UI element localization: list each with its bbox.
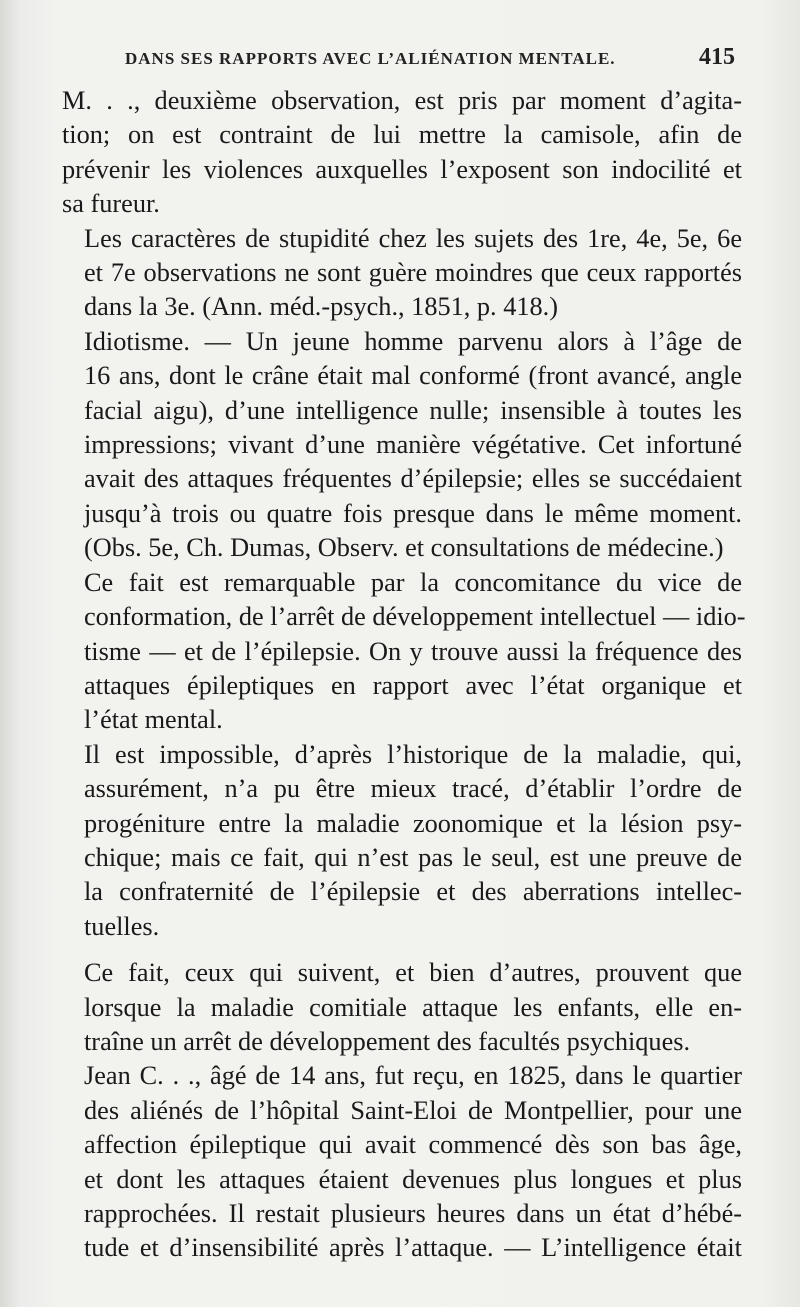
text-line: assurément, n’a pu être mieux tracé, d’établir l’ordre de (84, 774, 742, 804)
paragraph-3 (62, 325, 742, 566)
text-line: Les caractères de stupidité chez les sujets des 1re, 4e, 5e, 6e (84, 223, 742, 253)
text-line: la confraternité de l’épilepsie et des aberrations intellec- (84, 877, 742, 907)
text-line: tisme — et de l’épilepsie. On y trouve aussi la fréquence des (84, 636, 742, 666)
text-line: chique; mais ce fait, qui n’est pas le seul, est une preuve de (84, 842, 742, 872)
text-line: et dont les attaques étaient devenues plus longues et plus (84, 1164, 742, 1194)
text-line: Il est impossible, d’après l’historique de la maladie, qui, (84, 739, 742, 769)
text-line: tuelles. (84, 911, 160, 941)
paragraph-2 (62, 222, 742, 325)
paragraph-5 (62, 738, 742, 944)
text-line: tude et d’insensibilité après l’attaque. — L’intelligence était (84, 1233, 742, 1263)
text-line: attaques épileptiques en rapport avec l’état organique et (84, 670, 742, 700)
text-line: prévenir les violences auxquelles l’exposent son indocilité et (62, 154, 742, 184)
paragraph-4 (62, 566, 746, 738)
text-line: lorsque la maladie comitiale attaque les enfants, elle en- (84, 992, 742, 1022)
paragraph-1 (62, 84, 742, 222)
text-line: conformation, de l’arrêt de développement intellectuel — idio- (84, 602, 746, 632)
text-line: (Obs. 5e, Ch. Dumas, Observ. et consultations de médecine.) (84, 533, 724, 563)
text-line: l’état mental. (84, 705, 223, 735)
text-line: facial aigu), d’une intelligence nulle; insensible à toutes les (84, 395, 742, 425)
text-line: Ce fait est remarquable par la concomitance du vice de (84, 567, 742, 597)
text-line: des aliénés de l’hôpital Saint-Eloi de Montpellier, pour une (84, 1095, 742, 1125)
text-line: et 7e observations ne sont guère moindres que ceux rapportés (84, 258, 742, 288)
text-line: Ce fait, ceux qui suivent, et bien d’autres, prouvent que (84, 958, 742, 988)
paragraph-gap (62, 944, 742, 956)
text-line: rapprochées. Il restait plusieurs heures dans un état d’hébé- (84, 1199, 742, 1228)
text-line: Jean C. . ., âgé de 14 ans, fut reçu, en 1825, dans le quartier (84, 1061, 742, 1091)
text-line: progéniture entre la maladie zoonomique et la lésion psy- (84, 808, 742, 838)
page-number: 415 (699, 44, 735, 70)
text-line: avait des attaques fréquentes d’épilepsie; elles se succédaient (84, 464, 742, 494)
text-line: dans la 3e. (Ann. méd.-psych., 1851, p. 418.) (84, 292, 558, 322)
text-line: Idiotisme. — Un jeune homme parvenu alors à l’âge de (84, 326, 742, 356)
text-line: affection épileptique qui avait commencé dès son bas âge, (84, 1130, 742, 1160)
page-header (125, 44, 735, 78)
text-line: sa fureur. (62, 189, 160, 219)
body-text (62, 84, 746, 1266)
paragraph-6 (62, 956, 742, 1059)
text-line: tion; on est contraint de lui mettre la camisole, afin de (62, 120, 742, 150)
text-line: 16 ans, dont le crâne était mal conformé (front avancé, angle (84, 361, 742, 391)
text-line: jusqu’à trois ou quatre fois presque dans le même moment. (84, 498, 742, 528)
running-head: DANS SES RAPPORTS AVEC L’ALIÉNATION MENTALE. (125, 49, 616, 68)
text-line: M. . ., deuxième observation, est pris par moment d’agita- (62, 86, 742, 115)
text-line: traîne un arrêt de développement des facultés psychiques. (84, 1026, 691, 1056)
paragraph-7 (62, 1059, 742, 1265)
text-line: impressions; vivant d’une manière végétative. Cet infortuné (84, 430, 742, 460)
